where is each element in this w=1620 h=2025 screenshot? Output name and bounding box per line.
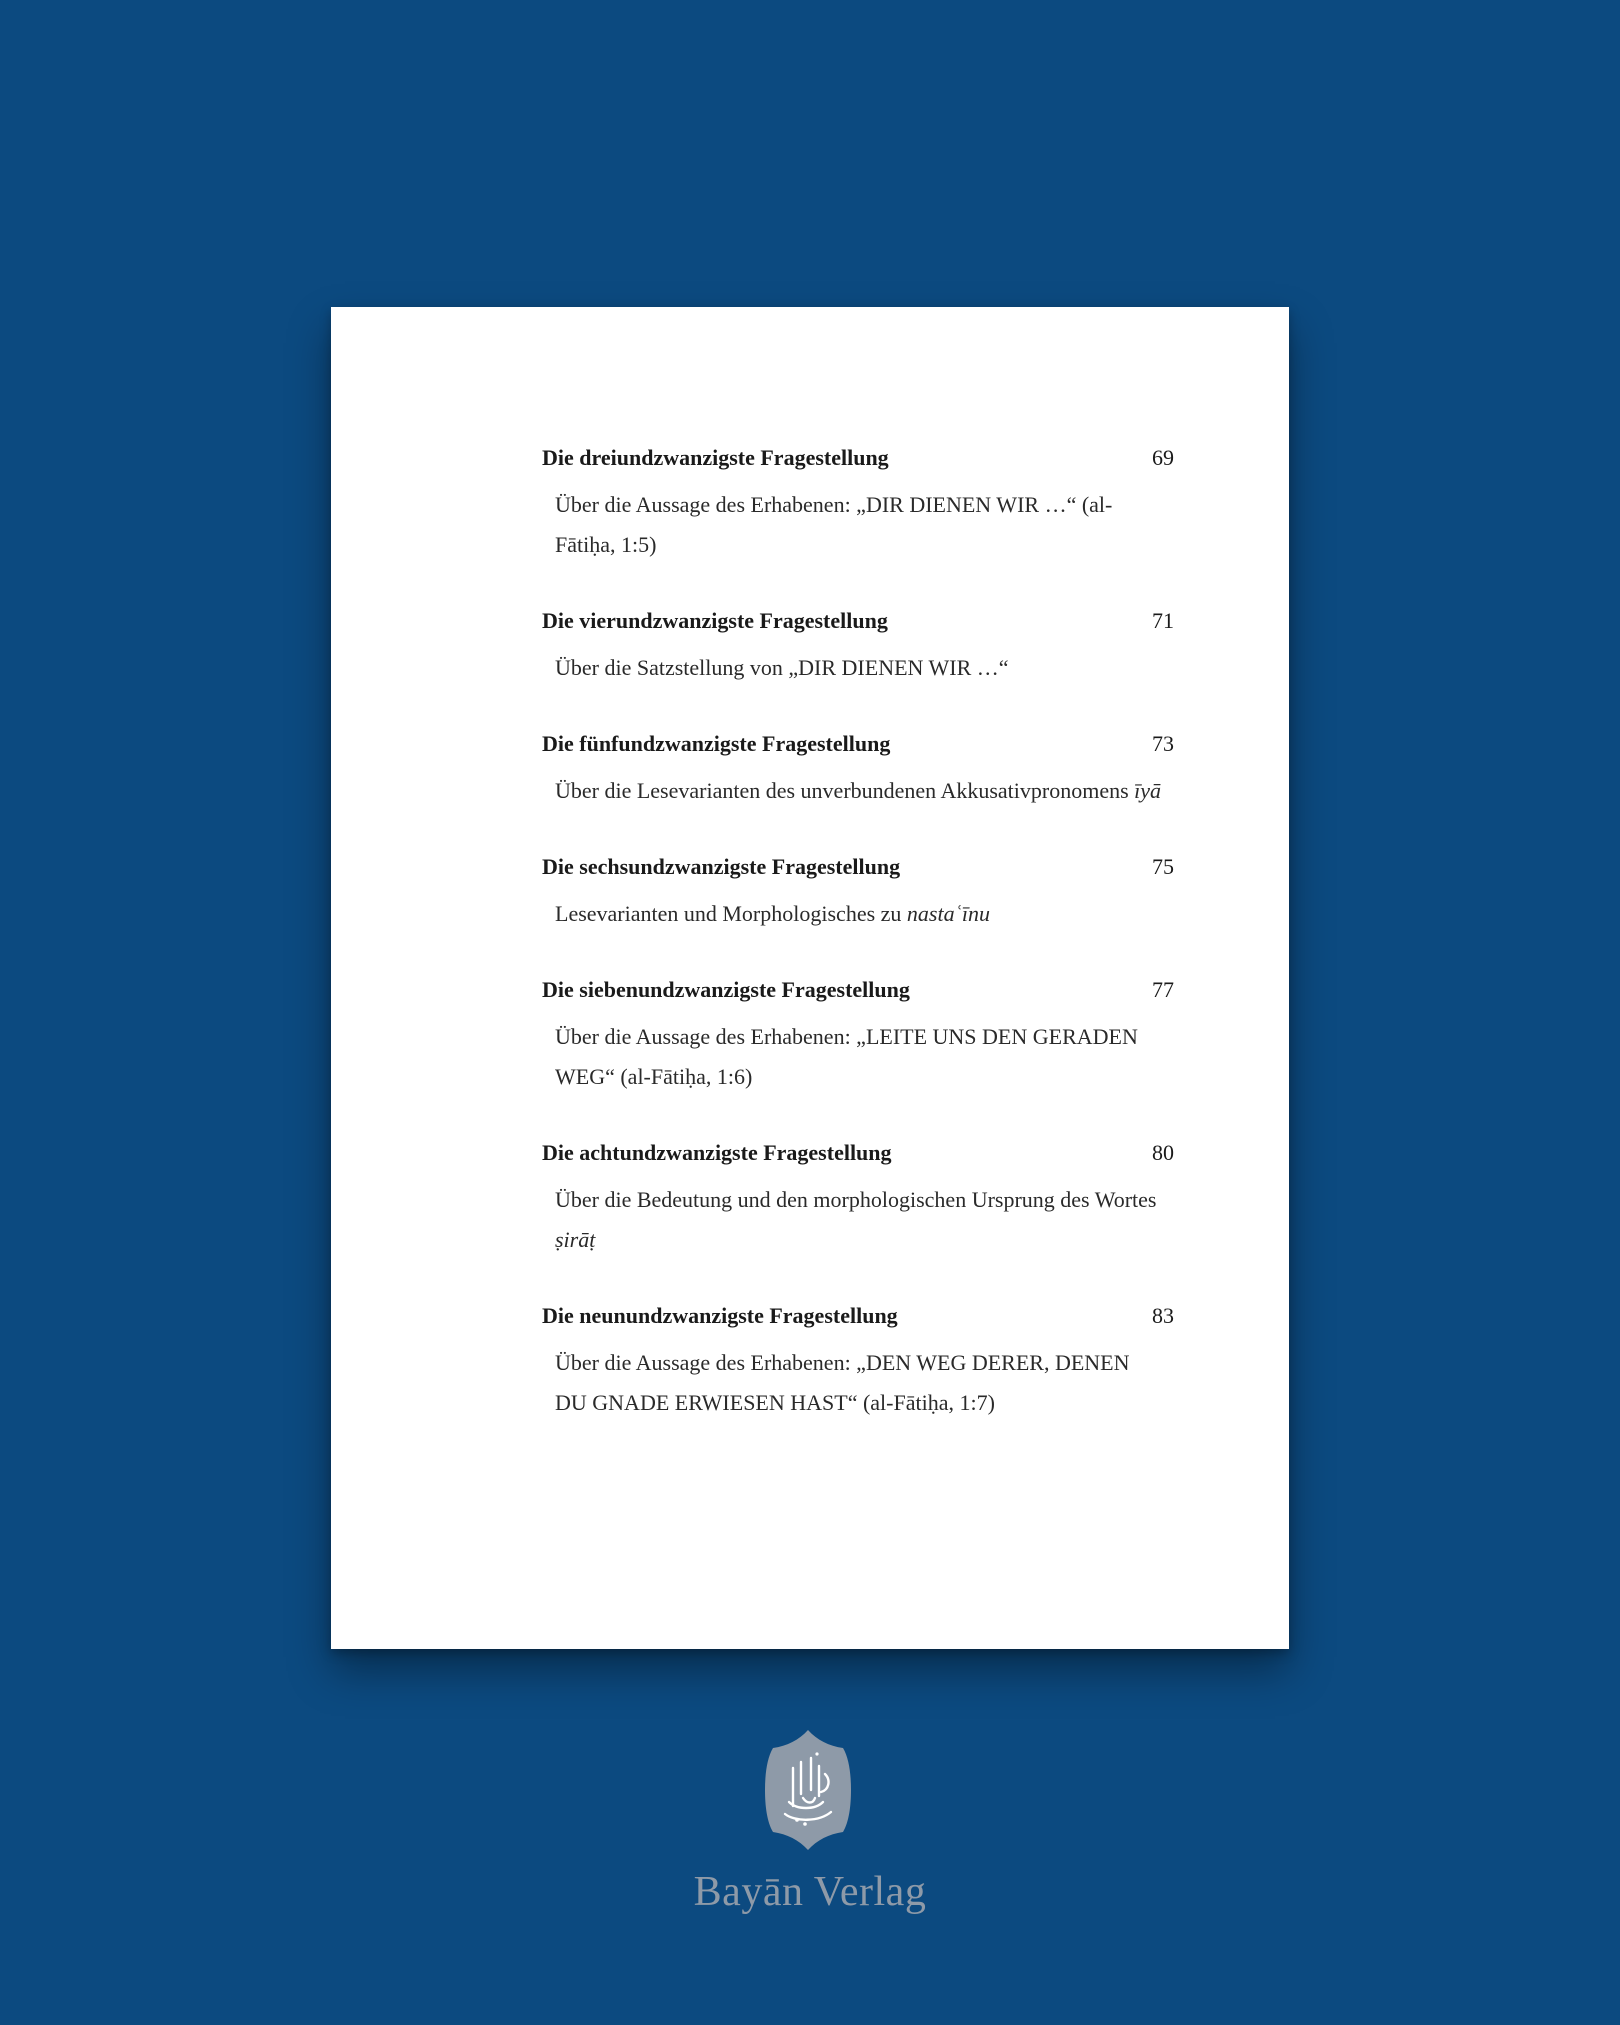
toc-entry-title: Die sechsundzwanzigste Fragestellung <box>542 854 901 879</box>
toc-entry-page-number: 69 <box>1152 445 1174 470</box>
book-page <box>331 307 1289 1649</box>
toc-entry-description-text: Über die Bedeutung und den morphologischen Ursprung des Wortes <box>555 1187 1157 1212</box>
toc-entry-title: Die neunundzwanzigste Fragestellung <box>542 1303 898 1328</box>
publisher-name: Bayān Verlag <box>693 1869 927 1915</box>
toc-entry-term: īyā <box>1134 778 1162 803</box>
toc-entry-term: ṣirāṭ <box>555 1227 596 1252</box>
toc-entry-title: Die dreiundzwanzigste Fragestellung <box>542 445 889 470</box>
toc-entry <box>542 977 1182 1097</box>
toc-entry <box>542 1303 1182 1423</box>
toc-entry-description <box>555 894 1165 934</box>
toc-entry-page-number: 71 <box>1152 608 1174 633</box>
arabic-calligraphy-seal-icon <box>759 1728 857 1852</box>
table-of-contents <box>542 445 1182 1466</box>
toc-entry-title: Die fünfundzwanzigste Fragestellung <box>542 731 891 756</box>
toc-entry-term: nastaʿīnu <box>906 901 991 926</box>
toc-entry-title: Die siebenundzwanzigste Fragestellung <box>542 977 910 1002</box>
toc-entry-page-number: 73 <box>1152 731 1174 756</box>
toc-entry-description-text: Lesevarianten und Morphologisches zu <box>555 901 902 926</box>
toc-entry-description: Über die Satzstellung von „DIR DIENEN WIR …“ <box>555 655 1009 680</box>
toc-entry-title: Die vierundzwanzigste Fragestellung <box>542 608 888 633</box>
toc-entry <box>542 731 1182 811</box>
toc-entry <box>542 445 1182 565</box>
toc-entry-description-text: Über die Lesevarianten des unverbundenen Akkusativpronomens <box>555 778 1129 803</box>
toc-entry-page-number: 80 <box>1152 1140 1174 1165</box>
toc-entry <box>542 1140 1182 1260</box>
toc-entry-page-number: 75 <box>1152 854 1174 879</box>
toc-entry <box>542 608 1182 688</box>
toc-entry-description: Über die Aussage des Erhabenen: „DIR DIENEN WIR …“ (al-Fātiḥa, 1:5) <box>555 492 1113 557</box>
toc-entry-page-number: 83 <box>1152 1303 1174 1328</box>
toc-entry-title: Die achtundzwanzigste Fragestellung <box>542 1140 892 1165</box>
toc-entry <box>542 854 1182 934</box>
toc-entry-description <box>555 1180 1165 1260</box>
toc-entry-page-number: 77 <box>1152 977 1174 1002</box>
toc-entry-description: Über die Aussage des Erhabenen: „DEN WEG DERER, DENEN DU GNADE ERWIESEN HAST“ (al-Fātiḥa, 1:7) <box>555 1350 1130 1415</box>
toc-entry-description <box>555 771 1165 811</box>
toc-entry-description: Über die Aussage des Erhabenen: „LEITE UNS DEN GERADEN WEG“ (al-Fātiḥa, 1:6) <box>555 1024 1138 1089</box>
